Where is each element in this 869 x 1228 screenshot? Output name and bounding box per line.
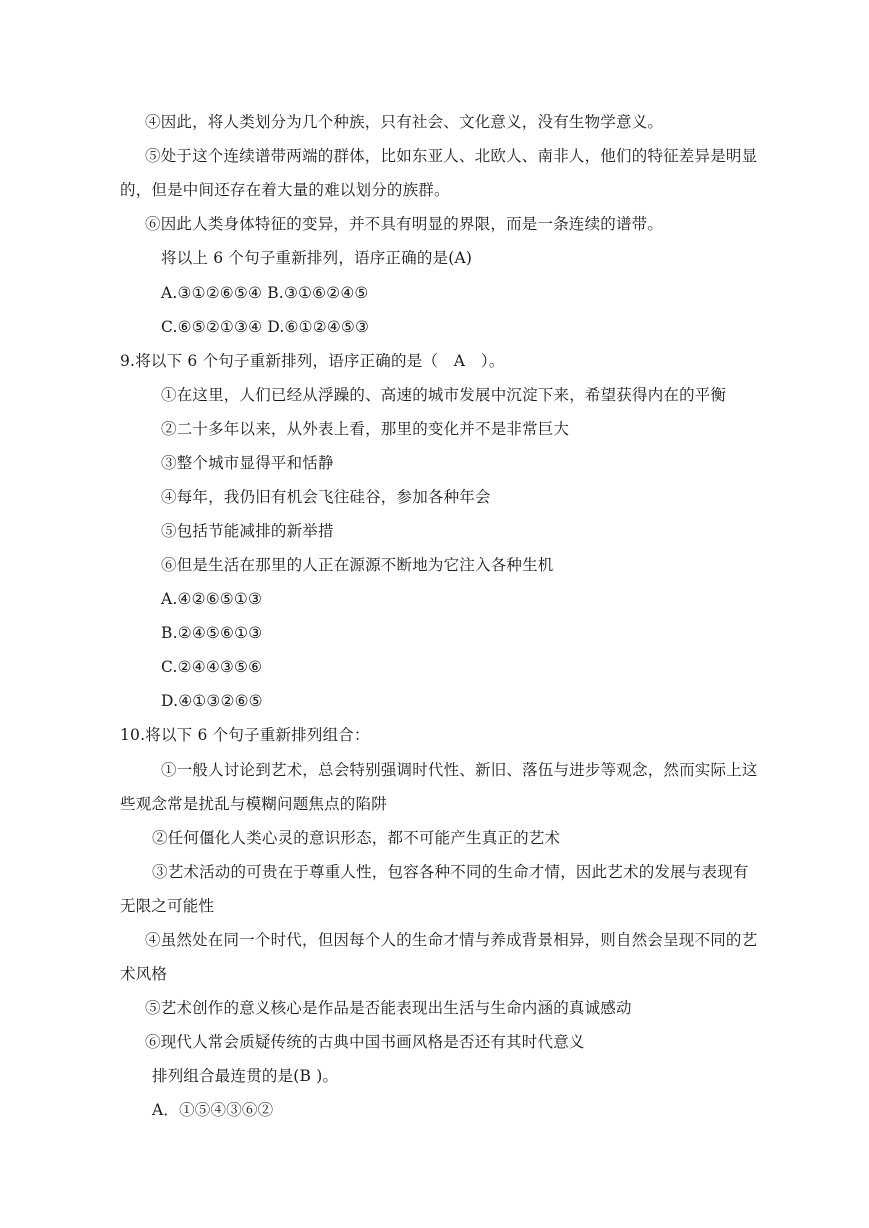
option-line: A．①⑤④③⑥② <box>152 1101 274 1119</box>
text-line: 些观念常是扰乱与模糊问题焦点的陷阱 <box>120 795 387 813</box>
text-line: ①一般人讨论到艺术，总会特别强调时代性、新旧、落伍与进步等观念，然而实际上这 <box>161 761 758 779</box>
text-line: ④每年，我仍旧有机会飞往硅谷，参加各种年会 <box>161 488 491 506</box>
text-line: ④因此，将人类划分为几个种族，只有社会、文化意义，没有生物学意义。 <box>145 113 664 131</box>
text-line: 的，但是中间还存在着大量的难以划分的族群。 <box>120 181 450 199</box>
text-line: ③艺术活动的可贵在于尊重人性，包容各种不同的生命才情，因此艺术的发展与表现有 <box>152 863 749 881</box>
question-heading: 9.将以下 6 个句子重新排列，语序正确的是（ A ）。 <box>120 352 505 370</box>
text-line: ③整个城市显得平和恬静 <box>161 454 334 472</box>
option-line: B.②④⑤⑥①③ <box>161 624 263 642</box>
question-heading: 10.将以下 6 个句子重新排列组合： <box>120 726 370 744</box>
text-line: 排列组合最连贯的是(B )。 <box>152 1067 339 1085</box>
text-line: C.⑥⑤②①③④ D.⑥①②④⑤③ <box>161 318 370 336</box>
text-line: ⑥但是生活在那里的人正在源源不断地为它注入各种生机 <box>161 556 554 574</box>
text-line: ⑤艺术创作的意义核心是作品是否能表现出生活与生命内涵的真诚感动 <box>145 999 632 1017</box>
text-line: A.③①②⑥⑤④ B.③①⑥②④⑤ <box>161 284 369 302</box>
text-line: 术风格 <box>120 965 168 983</box>
option-line: D.④①③②⑥⑤ <box>161 692 263 710</box>
option-line: A.④②⑥⑤①③ <box>161 590 263 608</box>
text-line: ⑥现代人常会质疑传统的古典中国书画风格是否还有其时代意义 <box>145 1033 585 1051</box>
text-line: ①在这里，人们已经从浮躁的、高速的城市发展中沉淀下来，希望获得内在的平衡 <box>161 386 727 404</box>
text-line: ⑥因此人类身体特征的变异，并不具有明显的界限，而是一条连续的谱带。 <box>145 215 664 233</box>
text-line: ②二十多年以来，从外表上看，那里的变化并不是非常巨大 <box>161 420 570 438</box>
option-line: C.②④④③⑤⑥ <box>161 658 263 676</box>
text-line: ⑤处于这个连续谱带两端的群体，比如东亚人、北欧人、南非人，他们的特征差异是明显 <box>145 147 758 165</box>
text-line: ②任何僵化人类心灵的意识形态，都不可能产生真正的艺术 <box>152 829 561 847</box>
text-line: 将以上 6 个句子重新排列，语序正确的是(A) <box>161 249 473 267</box>
text-line: 无限之可能性 <box>120 897 215 915</box>
text-line: ④虽然处在同一个时代，但因每个人的生命才情与养成背景相异，则自然会呈现不同的艺 <box>145 931 758 949</box>
text-line: ⑤包括节能减排的新举措 <box>161 522 334 540</box>
